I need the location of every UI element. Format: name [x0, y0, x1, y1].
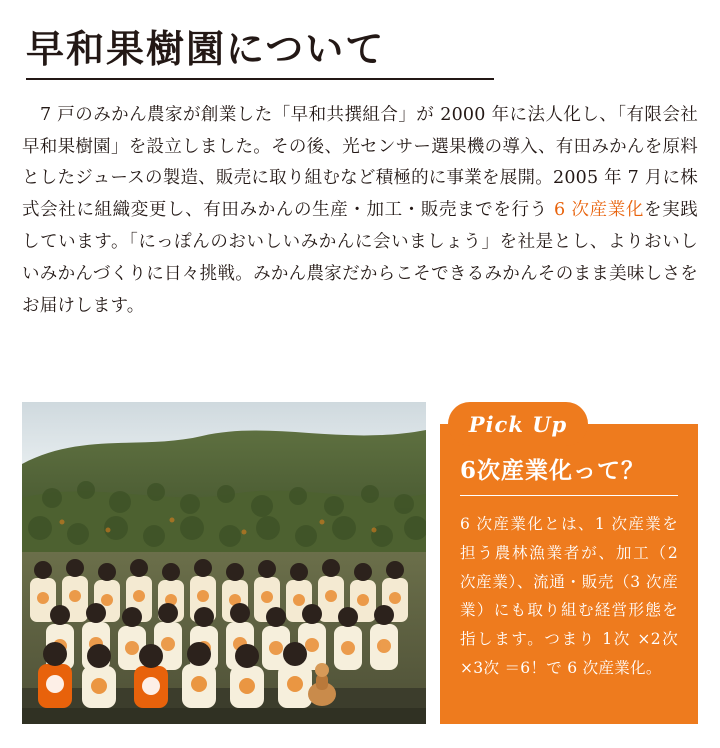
page-title: 早和果樹園について	[26, 26, 386, 71]
pickup-body: 6 次産業化とは、1 次産業を担う農林漁業者が、加工（2 次産業）、流通・販売（3 次産業）にも取り組む経営形態を指します。つまり 1次 ×2次 ×3次 ＝6！で 6 次産業化。	[460, 515, 678, 678]
lower-section	[22, 402, 698, 724]
pickup-heading: 6次産業化って？	[460, 452, 678, 496]
title-block	[26, 28, 694, 80]
intro-paragraph-accent: 6 次産業化	[553, 200, 645, 221]
staff-photo-image	[22, 402, 426, 724]
pickup-panel	[440, 402, 698, 724]
pickup-box	[440, 424, 698, 724]
intro-paragraph	[22, 100, 698, 323]
page-root	[0, 28, 720, 748]
title-underline	[26, 78, 494, 80]
intro-paragraph-tail: を実践しています。「にっぽんのおいしいみかんに会いましょう」を社是とし、よりおいしいみかんづくりに日々挑戦。みかん農家だからこそできるみかんそのまま美味しさをお届けします。	[22, 200, 699, 316]
staff-photo	[22, 402, 426, 724]
intro-paragraph-lead: 7 戸のみかん農家が創業した「早和共撰組合」が 2000 年に法人化し、「有限会社早和果樹園」を設立しました。その後、光センサー選果機の導入、有田みかんを原料としたジュースの製造、販売に取り組むなど積極的に事業を展開。2005 年 7 月に株式会社に組織変更し、有田みかんの生産・加工・販売までを行う	[22, 104, 698, 221]
pickup-badge: Pick Up	[448, 402, 588, 446]
